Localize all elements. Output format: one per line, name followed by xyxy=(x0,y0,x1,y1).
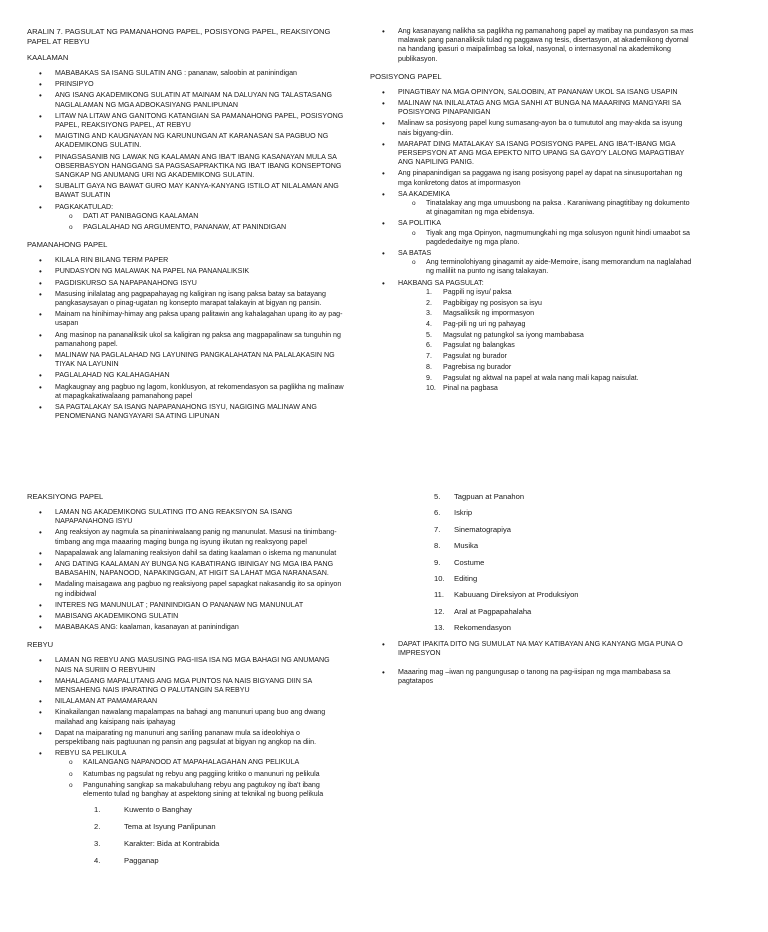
step-text: Pagpili ng isyu/ paksa xyxy=(443,287,512,296)
list-item: • MABABAKAS SA ISANG SULATIN ANG : pananaw, saloobin at paninindigan xyxy=(27,69,345,78)
posisyong-heading: POSISYONG PAPEL xyxy=(370,71,442,81)
list-item xyxy=(370,249,695,277)
film-element-item xyxy=(370,574,695,584)
step-number: 8. xyxy=(426,362,432,371)
step-number: 6. xyxy=(426,341,432,350)
list-item: • Ang kasanayang nalikha sa paglikha ng pamanahong papel ay matibay na pundasyon sa mas malawak pang pananaliksik tulad ng paggawa ng tesis, disertasyon, at akademikong dyornal na handang ipasuri o maipalimbag sa lokal, nasyonal, o internasyonal na akademikong publikasyon. xyxy=(370,27,695,64)
list-item: • PINAGSASANIB NG LAWAK NG KAALAMAN ANG IBA'T IBANG KASANAYAN MULA SA OBSERBASYON HANGGANG SA PAGSASAPRAKTIKA NG IBA'T IBANG KONSEPTONG SANGKAP NG ANUMANG URI NG AKADEMIKONG SULATIN. xyxy=(27,153,345,181)
rebyu-list xyxy=(27,656,345,799)
list-item: • INTERES NG MANUNULAT ; PANININDIGAN O PANANAW NG MANUNULAT xyxy=(27,601,345,610)
list-item: • Dapat na maiparating ng manunuri ang sariling pananaw mula sa ideolohiya o perspektibang nais pagtuunan ng pansin ang pagsulat at bigyan ng angkop na diin. xyxy=(27,729,345,747)
list-item: • ANG ISANG AKADEMIKONG SULATIN AT MAINAM NA DALUYAN NG TALASTASANG NAGLALAMAN NG MGA ADBOKASIYANG PANLIPUNAN xyxy=(27,91,345,109)
step-item xyxy=(398,374,695,383)
politika-sublist xyxy=(370,229,695,247)
film-element-text: Karakter: Bida at Kontrabida xyxy=(124,839,220,849)
film-element-number: 8. xyxy=(434,541,441,551)
reaksiyong-list xyxy=(27,508,345,632)
list-item: • Ang masinop na pananaliksik ukol sa kaligiran ng paksa ang magpapalinaw sa tunguhin ng pamanahong papel. xyxy=(27,331,345,349)
list-item: • PAGLALAHAD NG KALAHAGAHAN xyxy=(27,371,345,380)
sub-list-item: o Ang terminolohiyang ginagamit ay aide-Memoire, isang memorandum na naglalahad ng maliliit na punto ng isang talakayan. xyxy=(370,258,695,276)
film-element-number: 10. xyxy=(434,573,445,583)
film-element-text: Sinematograpiya xyxy=(454,524,511,534)
film-element-number: 4. xyxy=(94,856,101,866)
film-elements-list xyxy=(27,805,345,866)
film-element-text: Tagpuan at Panahon xyxy=(454,492,525,501)
step-item xyxy=(398,363,695,372)
list-item: • MAIGTING AND KAUGNAYAN NG KARUNUNGAN AT KARANASAN SA PAGBUO NG AKADEMIKONG SULATIN. xyxy=(27,132,345,150)
pagkakatulad-sublist xyxy=(27,212,345,232)
pamanahong-heading: PAMANAHONG PAPEL xyxy=(27,240,108,250)
film-element-item xyxy=(27,822,345,832)
top-left-column xyxy=(27,27,345,424)
step-text: Magsaliksik ng impormasyon xyxy=(443,309,535,318)
list-item: • ANG DATING KAALAMAN AY BUNGA NG KABATIRANG IBINIGAY NG MGA IBA PANG BABASAHIN, NAPANOOD, NAPAKINGGAN, AT HIGIT SA LAHAT MGA NARANASAN. xyxy=(27,560,345,578)
film-element-text: Tema at Isyung Panlipunan xyxy=(124,822,216,832)
step-number: 10. xyxy=(426,384,436,393)
list-item xyxy=(370,279,695,394)
step-text: Pagrebisa ng burador xyxy=(443,362,512,371)
list-item: • SUBALIT GAYA NG BAWAT GURO MAY KANYA-KANYANG ISTILO AT NILALAMAN ANG BAWAT SULATIN xyxy=(27,182,345,200)
step-item xyxy=(398,299,695,308)
pagkakatulad-label: PAGKAKATULAD: xyxy=(55,202,114,211)
film-element-text: Musika xyxy=(454,541,479,551)
film-elements-list-continued xyxy=(370,492,695,633)
hakbang-steps xyxy=(370,288,695,394)
list-item: • Kinakailangan nawalang mapalampas na bahagi ang manunuri upang buo ang dwang mailahad ang kaisipang nais ipahayag xyxy=(27,708,345,726)
film-element-text: Kabuuang Direksiyon at Produksiyon xyxy=(454,590,579,600)
step-number: 9. xyxy=(426,373,432,382)
step-item xyxy=(398,341,695,350)
step-number: 7. xyxy=(426,352,432,361)
film-element-item xyxy=(370,623,695,633)
film-element-item xyxy=(27,856,345,866)
film-element-item xyxy=(370,492,695,502)
list-item: • PRINSIPYO xyxy=(27,80,345,89)
list-item: • MALINAW NA PAGLALAHAD NG LAYUNING PANGKALAHATAN NA PALALAKASIN NG TIYAK NA LAYUNIN xyxy=(27,351,345,369)
reaksiyong-heading: REAKSIYONG PAPEL xyxy=(27,492,104,501)
film-element-item xyxy=(27,805,345,815)
film-element-number: 1. xyxy=(94,805,101,815)
list-item: • Madaling maisagawa ang pagbuo ng reaksiyong papel sapagkat nakasandig ito sa opinyon ng indibidwal xyxy=(27,580,345,598)
film-element-number: 11. xyxy=(434,590,444,600)
film-element-number: 12. xyxy=(434,606,445,616)
film-element-text: Rekomendasyon xyxy=(454,623,511,633)
step-number: 4. xyxy=(426,319,432,328)
list-item: • MAHALAGANG MAPALUTANG ANG MGA PUNTOS NA NAIS BIGYANG DIIN SA MENSAHENG NAIS IPARATING O PALUTANGIN SA REBYU xyxy=(27,677,345,695)
sub-list-item: o Pangunahing sangkap sa makabuluhang rebyu ang pagtukoy ng iba't ibang elemento tulad ng banghay at aspektong sining at teknikal ng buong pelikula xyxy=(27,781,345,799)
film-element-item xyxy=(370,607,695,617)
list-item: • MABABAKAS ANG: kaalaman, kasanayan at paninindigan xyxy=(27,623,345,632)
step-item xyxy=(398,384,695,393)
politika-label: SA POLITIKA xyxy=(398,219,441,228)
step-item xyxy=(398,320,695,329)
step-text: Pinal na pagbasa xyxy=(443,384,498,393)
step-item xyxy=(398,309,695,318)
posisyong-list xyxy=(370,88,695,394)
intro-list xyxy=(370,27,695,64)
list-item: • Magkaugnay ang pagbuo ng lagom, konklusyon, at rekomendasyon sa paglikha ng malinaw at mapagkakatiwalaang pamanahong papel xyxy=(27,383,345,401)
film-element-number: 3. xyxy=(94,839,101,849)
list-item: • LAMAN NG AKADEMIKONG SULATING ITO ANG REAKSIYON SA ISANG NAPAPANAHONG ISYU xyxy=(27,508,345,526)
lesson-title: ARALIN 7. PAGSULAT NG PAMANAHONG PAPEL, POSISYONG PAPEL, REAKSIYONG PAPEL AT REBYU xyxy=(27,27,331,46)
pamanahong-list xyxy=(27,256,345,421)
sub-list-item: o Tiyak ang mga Opinyon, nagmumungkahi ng mga solusyon ngunit hindi umaabot sa pagdededaitye ng mga plano. xyxy=(370,229,695,247)
rebyu-heading: REBYU xyxy=(27,640,54,650)
film-element-item xyxy=(370,590,695,600)
list-item: • SA PAGTALAKAY SA ISANG NAPAPANAHONG ISYU, NAGIGING MALINAW ANG PENOMENANG NANGYAYARI SA ATING LIPUNAN xyxy=(27,403,345,421)
sub-list-item: o KAILANGANG NAPANOOD AT MAPAHALAGAHAN ANG PELIKULA xyxy=(27,758,345,767)
step-item xyxy=(398,288,695,297)
batas-sublist xyxy=(370,258,695,276)
kaalaman-heading: KAALAMAN xyxy=(27,53,69,62)
kaalaman-list xyxy=(27,69,345,232)
sub-list-item: o Katumbas ng pagsulat ng rebyu ang paggiing kritiko o manunuri ng pelikula xyxy=(27,770,345,779)
list-item xyxy=(27,203,345,233)
list-item: • Malinaw sa posisyong papel kung sumasang-ayon ba o tumututol ang may-akda sa isyung nais bigyang-diin. xyxy=(370,119,695,137)
list-item: • MABISANG AKADEMIKONG SULATIN xyxy=(27,612,345,621)
akademika-label: SA AKADEMIKA xyxy=(398,189,451,198)
list-item: • PAGDISKURSO SA NAPAPANAHONG ISYU xyxy=(27,279,345,288)
sub-list-item: o PAGLALAHAD NG ARGUMENTO, PANANAW, AT PANINDIGAN xyxy=(27,223,345,232)
film-element-item xyxy=(370,525,695,535)
sub-list-item: o Tinatalakay ang mga umuusbong na paksa . Karaniwang pinagtitibay ng dokumento at ginagamitan ng mga ebidensya. xyxy=(370,199,695,217)
film-element-number: 9. xyxy=(434,557,441,567)
film-sublist xyxy=(27,758,345,799)
step-number: 1. xyxy=(426,287,432,296)
film-element-number: 13. xyxy=(434,623,445,633)
step-text: Pagsulat ng burador xyxy=(443,352,507,361)
step-item xyxy=(398,331,695,340)
hakbang-label: HAKBANG SA PAGSULAT: xyxy=(398,278,484,287)
film-element-text: Costume xyxy=(454,557,485,567)
list-item xyxy=(370,190,695,218)
sub-list-item: o DATI AT PANIBAGONG KAALAMAN xyxy=(27,212,345,221)
list-item: • MARAPAT DING MATALAKAY SA ISANG POSISYONG PAPEL ANG IBA'T-IBANG MGA PERSEPSYON AT ANG MGA EPEKTO NITO UPANG SA GAYO'Y LALONG MAPAGTIBAY ANG NAPILING PANIG. xyxy=(370,140,695,168)
step-text: Pag-pili ng uri ng pahayag xyxy=(443,319,526,328)
list-item: • LAMAN NG REBYU ANG MASUSING PAG-IISA ISA NG MGA BAHAGI NG ANUMANG NAIS NA SURIIN O REBYUHIN xyxy=(27,656,345,674)
film-element-number: 7. xyxy=(434,524,441,534)
bottom-right-column xyxy=(370,492,695,688)
step-text: Pagsulat ng balangkas xyxy=(443,341,515,350)
list-item: • PINAGTIBAY NA MGA OPINYON, SALOOBIN, AT PANANAW UKOL SA ISANG USAPIN xyxy=(370,88,695,97)
film-element-text: Aral at Pagpapahalaha xyxy=(454,606,532,616)
film-element-item xyxy=(27,839,345,849)
closing-list xyxy=(370,640,695,687)
list-item: • DAPAT IPAKITA DITO NG SUMULAT NA MAY KATIBAYAN ANG KANYANG MGA PUNA O IMPRESYON xyxy=(370,640,695,658)
step-text: Pagbibigay ng posisyon sa isyu xyxy=(443,298,542,307)
batas-label: SA BATAS xyxy=(398,249,432,258)
film-element-number: 5. xyxy=(434,492,441,501)
film-element-number: 6. xyxy=(434,508,441,518)
film-element-text: Kuwento o Banghay xyxy=(124,805,192,815)
list-item: • PUNDASYON NG MALAWAK NA PAPEL NA PANANALIKSIK xyxy=(27,267,345,276)
list-item: • Ang pinapanindigan sa paggawa ng isang posisyong papel ay dapat na sinusuportahan ng mga konkretong datos at impormasyon xyxy=(370,169,695,187)
list-item: • KILALA RIN BILANG TERM PAPER xyxy=(27,256,345,265)
film-element-text: Iskrip xyxy=(454,508,473,518)
list-item xyxy=(370,219,695,247)
step-number: 5. xyxy=(426,330,432,339)
film-element-text: Pagganap xyxy=(124,856,159,866)
film-element-item xyxy=(370,541,695,551)
list-item: • MALINAW NA INILALATAG ANG MGA SANHI AT BUNGA NA MAAARING MANGYARI SA POSISYONG PINAPANIGAN xyxy=(370,99,695,117)
film-element-item xyxy=(370,508,695,518)
bottom-left-column xyxy=(27,492,345,873)
rebyu-pelikula-label: REBYU SA PELIKULA xyxy=(55,749,127,758)
list-item: • LITAW NA LITAW ANG GANITONG KATANGIAN SA PAMANAHONG PAPEL, POSISYONG PAPEL, REAKSIYONG PAPEL, AT REBYU xyxy=(27,112,345,130)
list-item: • Mainam na hinihimay-himay ang paksa upang palitawin ang kahalagahan upang ito ay pag-usapan xyxy=(27,310,345,328)
film-element-number: 2. xyxy=(94,822,101,832)
film-element-text: Editing xyxy=(454,573,478,583)
list-item: • Maaaring mag –iwan ng pangungusap o tanong na pag-iisipan ng mga mambabasa sa pagtatapos xyxy=(370,668,695,686)
list-item: • Napapalawak ang lalamaning reaksiyon dahil sa dating kaalaman o iskema ng manunulat xyxy=(27,549,345,558)
list-item xyxy=(27,749,345,799)
film-element-item xyxy=(370,558,695,568)
list-item: • Ang reaksiyon ay nagmula sa pinaniniwalaang panig ng manunulat. Masusi na tinimbang-timbang ang mga maaaring maging bunga ng isyung iikutan ng reaksyong papel xyxy=(27,528,345,546)
step-number: 2. xyxy=(426,298,432,307)
step-text: Pagsulat ng aktwal na papel at wala nang mali kapag naisulat. xyxy=(443,373,639,382)
step-number: 3. xyxy=(426,309,432,318)
list-item: • NILALAMAN AT PAMAMARAAN xyxy=(27,697,345,706)
list-item: • Masusing inilalatag ang pagpapahayag ng kaligiran ng isang paksa batay sa batayang pangkasaysayan o pinag-ugatan ng konsepto marapat talakayin at bigyan ng pansin. xyxy=(27,290,345,308)
akademika-sublist xyxy=(370,199,695,217)
step-text: Magsulat ng patungkol sa iyong mambabasa xyxy=(443,330,584,339)
top-right-column xyxy=(370,27,695,395)
step-item xyxy=(398,352,695,361)
